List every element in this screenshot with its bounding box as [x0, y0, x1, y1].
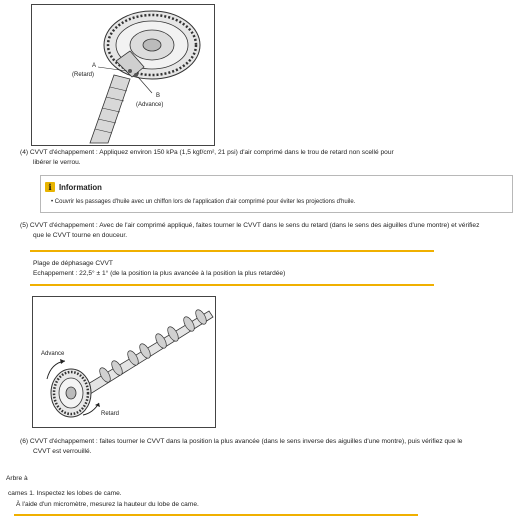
step-4 [20, 148, 394, 167]
section-sub: cames 1. Inspectez les lobes de came. [8, 490, 122, 497]
info-title: Information [59, 182, 102, 192]
label-retard: Retard [101, 411, 120, 417]
label-a: A [92, 63, 97, 69]
info-icon: i [45, 182, 55, 192]
spec-title: Plage de déphasage CVVT [33, 260, 113, 267]
step-text-continued: libérer le verrou. [33, 158, 81, 166]
cvvt-ports-illustration [32, 5, 214, 145]
section-title: Arbre à [6, 475, 28, 482]
step-number: (5) [20, 222, 29, 229]
info-bullet: • Couvrir les passages d'huile avec un chiffon lors de l'application d'air comprimé pour éviter les projections d'huile. [51, 199, 356, 205]
section-detail: À l'aide d'un micromètre, mesurez la hauteur du lobe de came. [16, 501, 199, 508]
step-number: (6) [20, 438, 29, 445]
figure-cvvt-ports [31, 4, 215, 146]
label-advance: (Advance) [136, 102, 164, 108]
step-text-continued: que le CVVT tourne en douceur. [33, 231, 128, 239]
step-text: CVVT d'échappement : Avec de l'air comprimé appliqué, faites tourner le CVVT dans le sens du retard (dans le sens des aiguilles d'une montre) et vérifiez [29, 222, 480, 229]
label-advance: Advance [41, 351, 65, 357]
cvvt-sprocket [51, 369, 91, 417]
camshaft-illustration [33, 297, 215, 427]
divider-rule [30, 284, 434, 286]
step-number: (4) [20, 149, 29, 156]
figure-camshaft [32, 296, 216, 428]
step-text: CVVT d'échappement : faites tourner le CVVT dans la position la plus avancée (dans le sens inverse des aiguilles d'une montre), puis vérifiez que le [29, 438, 463, 445]
info-header [45, 181, 102, 193]
spec-value: Echappement : 22,5° ± 1° (de la position la plus avancée à la position la plus retardée) [33, 270, 286, 277]
step-text: CVVT d'échappement : Appliquez environ 150 kPa (1,5 kgf/cm², 21 psi) d'air comprimé dans le trou de retard non scellé pour [29, 149, 394, 156]
step-5 [20, 221, 479, 240]
divider-rule [14, 514, 418, 516]
divider-rule [30, 250, 434, 252]
label-retard: (Retard) [72, 72, 95, 78]
label-b: B [156, 93, 161, 99]
step-6 [20, 437, 462, 456]
info-box [40, 175, 513, 213]
step-text-continued: CVVT est verrouillé. [33, 447, 92, 455]
sprocket [104, 11, 200, 79]
